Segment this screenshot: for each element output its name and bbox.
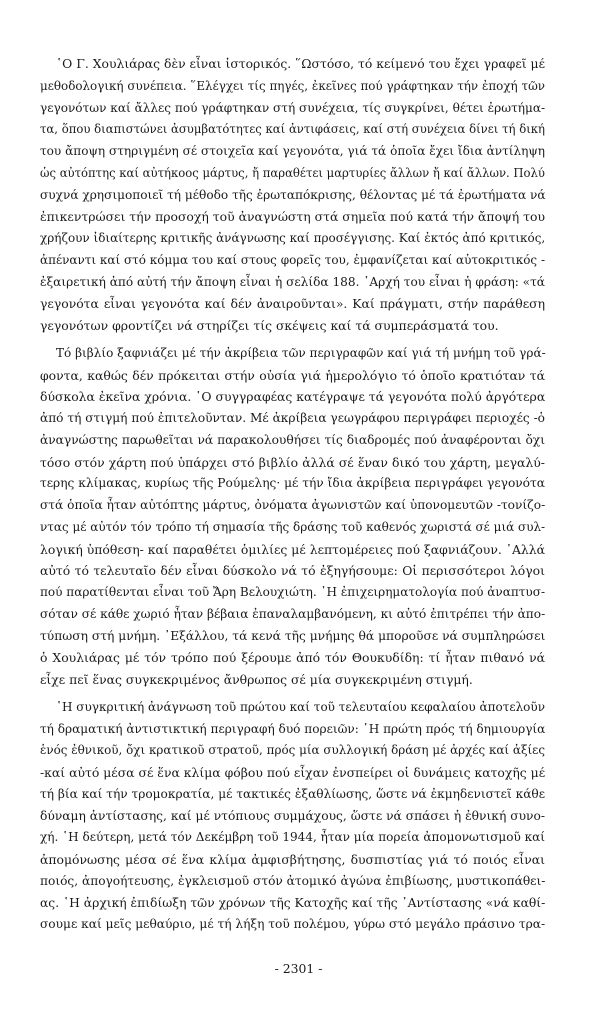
text-line: ἀπό τή στιγμή πού ἐπιτελοῦνταν. Μέ ἀκρίβεια γεωγράφου περιγράφει περιοχές -ὁ — [40, 411, 545, 425]
text-line: τή βία καί τήν τρομοκρατία, μέ τακτικές ἐξαθλίωσης, ὥστε νά ἐκμηδενιστεῖ κάθε — [40, 786, 545, 801]
text-line: γεγονότα εἶναι γεγονότα καί δέν ἀναιροῦνται». Καί πράγματι, στήν παράθεση — [40, 296, 545, 312]
text-line: -καί αὐτό μέσα σέ ἕνα κλίμα φόβου πού εἶχαν ἐνσπείρει οἱ δυνάμεις κατοχῆς μέ — [40, 765, 546, 780]
text-line: φοντα, καθώς δέν πρόκειται στήν οὐσία γιά ἡμερολόγιο τό ὁποῖο κρατιόταν τά — [40, 367, 545, 383]
text-line: τή δραματική ἀντιστικτική περιγραφή δυό πορειῶν: ῾Η πρώτη πρός τή δημιουργία — [40, 721, 546, 736]
text-line: ῾Η συγκριτική ἀνάγνωση τοῦ πρώτου καί τοῦ τελευταίου κεφαλαίου ἀποτελοῦν — [56, 699, 545, 714]
text-line: ἐξαιρετική ἀπό αὐτή τήν ἄποψη εἶναι ἡ σελίδα 188. ᾿Αρχή του εἶναι ἡ φράση: «τά — [40, 274, 545, 289]
text-line: ἀπέναντι καί στό κόμμα του καί στους φορεῖς του, ἐμφανίζεται καί αὐτοκριτικός - — [40, 252, 545, 267]
text-line: τερης κλίμακας, κυρίως τῆς Ρούμελης· μέ τήν ἴδια ἀκρίβεια περιγράφει γεγονότα — [40, 476, 545, 491]
text-line: στά ὁποῖα ἦταν αὐτόπτης μάρτυς, ὀνόματα ἀγωνιστῶν καί ὑπονομευτῶν -τονίζο- — [40, 498, 546, 512]
text-line: ἀπομόνωσης μέσα σέ ἕνα κλίμα ἀμφισβήτησης, δυσπιστίας γιά τό ποιός εἶναι — [40, 852, 545, 867]
text-line: τόσο στόν χάρτη πού ὑπάρχει στό βιβλίο ἀλλά σέ ἕναν δικό του χάρτη, μεγαλύ- — [40, 454, 545, 470]
text-line: γεγονότων φροντίζει νά στηρίζει τίς σκέψεις καί τά συμπεράσματά του. — [40, 318, 499, 333]
paragraph — [40, 54, 545, 337]
text-line: ας. ῾Η ἀρχική ἐπιδίωξη τῶν χρόνων τῆς Κατοχῆς καί τῆς ᾿Αντίστασης «νά καθί- — [40, 895, 546, 910]
text-line: ὁ Χουλιάρας μέ τόν τρόπο πού ξέρουμε ἀπό τόν Θουκυδίδη: τί ἦταν πιθανό νά — [40, 650, 545, 666]
text-line: ντας μέ αὐτόν τόν τρόπο τή σημασία τῆς δράσης τοῦ καθενός χωριστά σέ μιά συλ- — [40, 519, 546, 534]
page-number: - 2301 - — [274, 961, 323, 976]
text-line: χρήζουν ἰδιαίτερης κριτικῆς ἀνάγνωσης καί προσέγγισης. Καί ἐκτός ἀπό κριτικός, — [40, 231, 546, 245]
paragraph — [40, 343, 545, 691]
text-line: μεθοδολογική συνέπεια. ῞Ελέγχει τίς πηγές, ἐκεῖνες πού γράφτηκαν τήν ἐποχή τῶν — [40, 78, 545, 93]
text-line: δύναμη ἀντίστασης, καί μέ ντόπιους συμμάχους, ὥστε νά σπάσει ἡ ἐθνική συνο- — [40, 808, 545, 823]
paragraph — [40, 697, 545, 936]
text-line: χή. ῾Η δεύτερη, μετά τόν Δεκέμβρη τοῦ 1944, ἦταν μία πορεία ἀπομονωτισμοῦ καί — [40, 830, 545, 845]
text-line: τύπωση στή μνήμη. ᾿Εξάλλου, τά κενά τῆς μνήμης θά μποροῦσε νά συμπληρώσει — [40, 628, 546, 643]
text-line: ἑνός ἐθνικοῦ, ὄχι κρατικοῦ στρατοῦ, πρός μία συλλογική δράση μέ ἀρχές καί ἀξίες — [40, 743, 545, 758]
text-line: σουμε καί μεῖς μεθαύριο, μέ τή λήξη τοῦ πολέμου, γύρω στό μεγάλο πράσινο τρα- — [40, 917, 546, 932]
text-line: λογική ὑπόθεση- καί παραθέτει ὁμιλίες μέ λεπτομέρειες πού ξαφνιάζουν. ᾿Αλλά — [40, 541, 545, 557]
text-line: ἀναγνώστης παρωθεῖται νά παρακολουθήσει τίς διαδρομές πού ἀναφέρονται ὄχι — [40, 432, 545, 447]
text-line: ποιός, ἀπογοήτευσης, ἐγκλεισμοῦ στόν ἀτομικό ἀγώνα ἐπιβίωσης, μυστικοπάθει- — [40, 873, 546, 888]
text-line: αὐτό τό τελευταῖο δέν εἶναι δύσκολο νά τό ἐξηγήσουμε: Οἱ περισσότεροι λόγοι — [40, 563, 545, 579]
text-line: δύσκολα ἐκεῖνα χρόνια. ῾Ο συγγραφέας κατέγραψε τά γεγονότα πολύ ἀργότερα — [40, 389, 546, 405]
text-line: εἶχε πεῖ ἕνας συγκεκριμένος ἄνθρωπος σέ μία συγκεκριμένη στιγμή. — [40, 672, 473, 687]
text-line: ῾Ο Γ. Χουλιάρας δὲν εἶναι ἱστορικός. ῞Ωστόσο, τό κείμενό του ἔχει γραφεῖ μέ — [56, 57, 545, 71]
text-line: ὡς αὐτόπτης καί αὐτήκοος μάρτυς, ἤ παραθέτει μαρτυρίες ἄλλων ἤ καί ἄλλων. Πολύ — [40, 165, 545, 180]
body-text — [40, 54, 545, 936]
text-line: σόταν σέ κάθε χωριό ἦταν βέβαια ἐπαναλαμβανόμενη, κι αὐτό ἐπιτρέπει τήν ἀπο- — [40, 606, 546, 621]
text-line: τα, ὅπου διαπιστώνει ἀσυμβατότητες καί ἀντιφάσεις, καί στή συνέχεια δίνει τή δική — [40, 122, 545, 137]
text-line: γεγονότων καί ἄλλες πού γράφτηκαν στή συνέχεια, τίς συγκρίνει, θέτει ἐρωτήμα- — [40, 100, 546, 115]
text-line: Τό βιβλίο ξαφνιάζει μέ τήν ἀκρίβεια τῶν περιγραφῶν καί γιά τή μνήμη τοῦ γρά- — [56, 345, 546, 360]
text-line: πού παρατίθενται εἶναι τοῦ Ἄρη Βελουχιώτη. ῾Η ἐπιχειρηματολογία πού ἀναπτυσ- — [40, 585, 546, 599]
text-line: συχνά χρησιμοποιεῖ τή μέθοδο τῆς ἐρωταπόκρισης, θέλοντας μέ τά ἐρωτήματα νά — [40, 187, 546, 202]
text-line: ἐπικεντρώσει τήν προσοχή τοῦ ἀναγνώστη στά σημεῖα πού κατά τήν ἄποψή του — [40, 209, 545, 225]
text-line: του ἄποψη στηριγμένη σέ στοιχεῖα καί γεγονότα, γιά τά ὁποῖα ἔχει ἴδια ἀντίληψη — [40, 144, 545, 158]
